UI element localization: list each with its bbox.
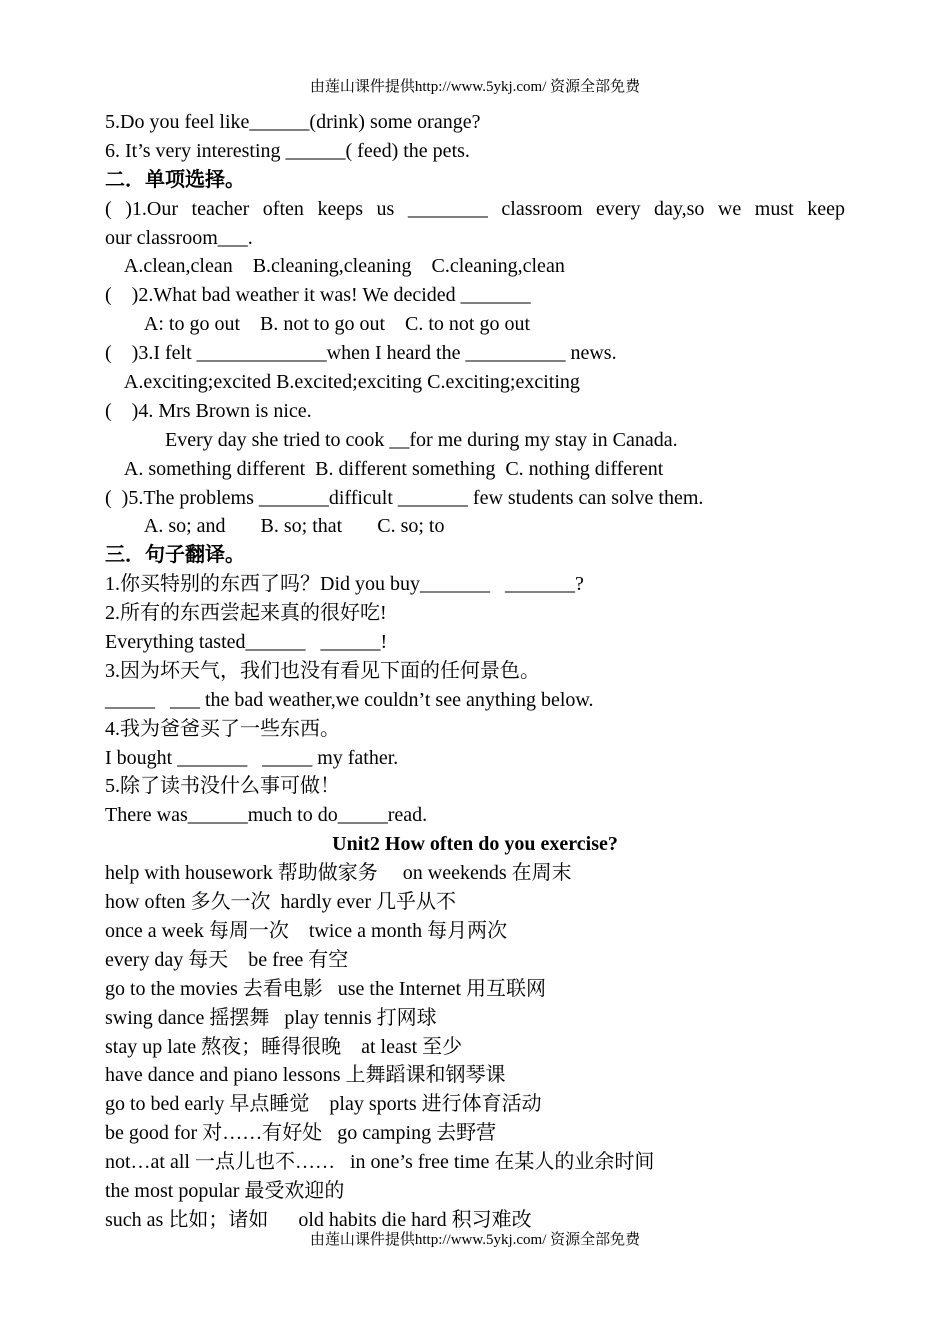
options-line: A: to go out B. not to go out C. to not go out (105, 313, 531, 336)
question-line: ( )2.What bad weather it was! We decided _______ (105, 284, 531, 307)
vocab-line: be good for 对……有好处 go camping 去野营 (105, 1122, 497, 1145)
vocab-line: once a week 每周一次 twice a month 每月两次 (105, 919, 508, 942)
translation-line: 1.你买特别的东西了吗？Did you buy_______ _______? (105, 573, 584, 596)
vocab-line: how often 多久一次 hardly ever 几乎从不 (105, 891, 457, 914)
translation-line: 2.所有的东西尝起来真的很好吃! (105, 602, 387, 625)
vocab-line: swing dance 摇摆舞 play tennis 打网球 (105, 1006, 437, 1029)
vocab-line: not…at all 一点儿也不…… in one’s free time 在某人的业余时间 (105, 1151, 655, 1174)
vocab-line: stay up late 熬夜；睡得很晚 at least 至少 (105, 1035, 463, 1058)
page-header: 由莲山课件提供http://www.5ykj.com/ 资源全部免费 (309, 79, 641, 95)
translation-line: _____ ___ the bad weather,we couldn’t see anything below. (105, 688, 594, 711)
options-line: A. so; and B. so; that C. so; to (105, 515, 445, 538)
options-line: A.clean,clean B.cleaning,cleaning C.cleaning,clean (105, 255, 565, 278)
translation-line: Everything tasted______ ______! (105, 631, 388, 654)
section-heading: 二．单项选择。 (105, 168, 245, 191)
page-footer: 由莲山课件提供http://www.5ykj.com/ 资源全部免费 (309, 1232, 641, 1248)
question-line: our classroom___. (105, 226, 253, 249)
translation-line: There was______much to do_____read. (105, 804, 428, 827)
vocab-line: every day 每天 be free 有空 (105, 948, 349, 971)
translation-line: 5.除了读书没什么事可做！ (105, 775, 340, 798)
unit-title: Unit2 How often do you exercise? (332, 833, 618, 856)
question-line: Every day she tried to cook __for me during my stay in Canada. (105, 428, 678, 451)
translation-line: I bought _______ _____ my father. (105, 746, 399, 769)
section-heading: 三．句子翻译。 (105, 544, 245, 567)
question-line: ( )1.Our teacher often keeps us ________ classroom every day,so we must keep (105, 197, 845, 220)
question-line: ( )4. Mrs Brown is nice. (105, 399, 312, 422)
vocab-line: the most popular 最受欢迎的 (105, 1179, 345, 1202)
exercise-line: 5.Do you feel like______(drink) some orange? (105, 111, 481, 133)
vocab-line: go to the movies 去看电影 use the Internet 用互联网 (105, 977, 547, 1000)
vocab-line: go to bed early 早点睡觉 play sports 进行体育活动 (105, 1093, 542, 1116)
document-body (105, 108, 845, 1235)
options-line: A.exciting;excited B.excited;exciting C.exciting;exciting (105, 371, 580, 394)
question-line: ( )3.I felt _____________when I heard the __________ news. (105, 342, 617, 365)
vocab-line: have dance and piano lessons 上舞蹈课和钢琴课 (105, 1064, 506, 1087)
question-line: ( )5.The problems _______difficult _______ few students can solve them. (105, 486, 704, 509)
exercise-line: 6. It’s very interesting ______( feed) the pets. (105, 139, 470, 162)
translation-line: 3.因为坏天气，我们也没有看见下面的任何景色。 (105, 659, 540, 682)
translation-line: 4.我为爸爸买了一些东西。 (105, 717, 340, 740)
vocab-line: help with housework 帮助做家务 on weekends 在周末 (105, 862, 572, 885)
vocab-line: such as 比如；诸如 old habits die hard 积习难改 (105, 1208, 532, 1231)
options-line: A. something different B. different something C. nothing different (105, 457, 664, 480)
